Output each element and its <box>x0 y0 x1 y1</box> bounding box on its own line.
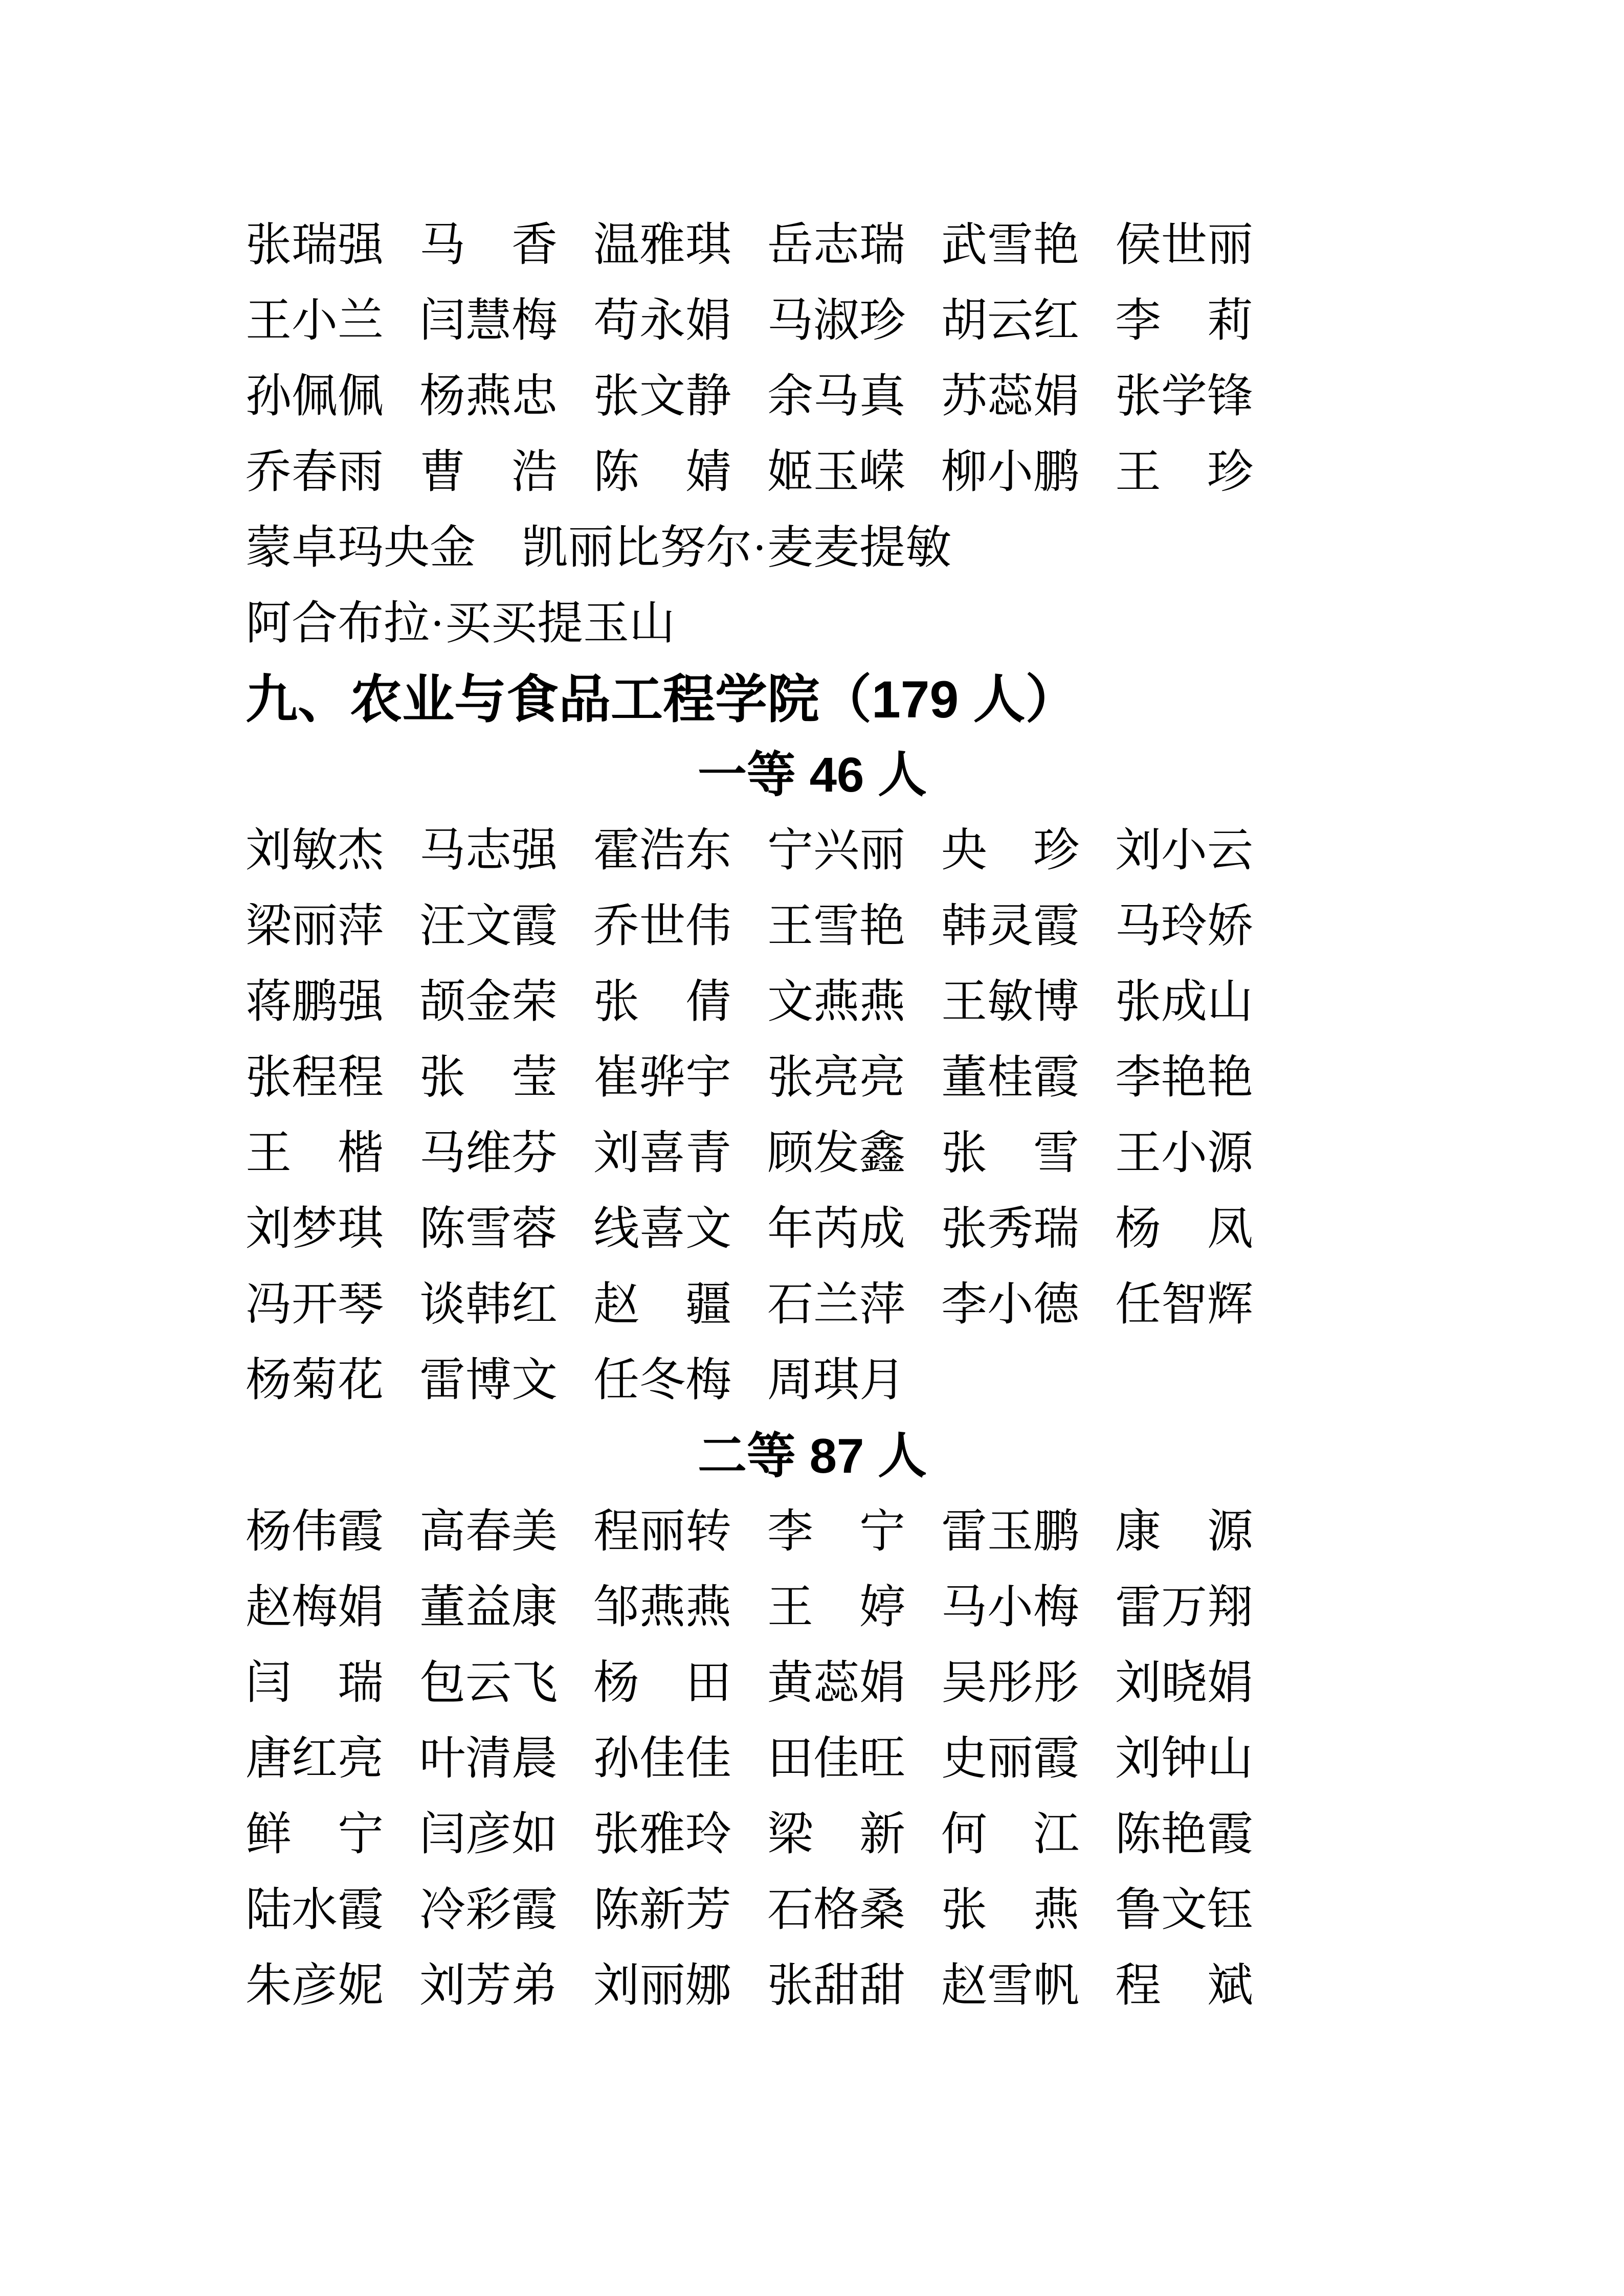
student-name: 张瑞强 <box>246 220 384 271</box>
name-row <box>246 1040 1379 1116</box>
student-name: 马淑珍 <box>767 296 905 346</box>
name-row <box>246 1948 1379 2024</box>
name-row <box>246 435 1379 510</box>
student-name: 程丽转 <box>593 1506 731 1557</box>
student-name: 央珍 <box>941 825 1079 876</box>
student-name: 吴彤彤 <box>941 1658 1079 1708</box>
student-name: 杨燕忠 <box>419 371 558 422</box>
student-name: 闫慧梅 <box>419 296 558 346</box>
student-name: 董益康 <box>419 1582 558 1633</box>
student-name: 黄蕊娟 <box>767 1658 905 1708</box>
student-name: 乔春雨 <box>246 447 384 498</box>
student-name: 阿合布拉·买买提玉山 <box>246 598 675 649</box>
student-name: 余马真 <box>767 371 905 422</box>
name-row <box>246 964 1379 1040</box>
name-row <box>246 1191 1379 1267</box>
student-name: 姬玉嵘 <box>767 447 905 498</box>
student-name: 雷玉鹏 <box>941 1506 1079 1557</box>
student-name: 顾发鑫 <box>767 1128 905 1179</box>
student-name: 雷博文 <box>419 1355 558 1406</box>
student-name: 乔世伟 <box>593 901 731 952</box>
name-row <box>246 1570 1379 1646</box>
name-row <box>246 1721 1379 1797</box>
student-name: 武雪艳 <box>941 220 1079 271</box>
name-row <box>246 889 1379 964</box>
name-row <box>246 1797 1379 1873</box>
student-name: 刘钟山 <box>1115 1734 1253 1784</box>
student-name: 孙佩佩 <box>246 371 384 422</box>
student-name: 刘小云 <box>1115 825 1253 876</box>
student-name: 王雪艳 <box>767 901 905 952</box>
student-name: 赵雪帆 <box>941 1961 1079 2011</box>
student-name: 董桂霞 <box>941 1052 1079 1103</box>
student-name: 刘丽娜 <box>593 1961 731 2011</box>
student-name: 王小源 <box>1115 1128 1253 1179</box>
student-name: 闫瑞 <box>246 1658 384 1708</box>
name-row <box>246 1267 1379 1343</box>
student-name: 刘梦琪 <box>246 1204 384 1254</box>
section-heading: 九、农业与食品工程学院（179 人） <box>246 670 1078 729</box>
student-name: 张文静 <box>593 371 731 422</box>
student-name: 马志强 <box>419 825 558 876</box>
student-name: 苏蕊娟 <box>941 371 1079 422</box>
student-name: 陈艳霞 <box>1115 1809 1253 1860</box>
student-name: 岳志瑞 <box>767 220 905 271</box>
student-name: 周琪月 <box>767 1355 905 1406</box>
student-name: 王楷 <box>246 1128 384 1179</box>
student-name: 李莉 <box>1115 296 1253 346</box>
student-name: 陆水霞 <box>246 1885 384 1935</box>
student-name: 何江 <box>941 1809 1079 1860</box>
student-name: 凯丽比努尔·麦麦提敏 <box>522 523 951 573</box>
student-name: 石格桑 <box>767 1885 905 1935</box>
student-name: 闫彦如 <box>419 1809 558 1860</box>
student-name: 张莹 <box>419 1052 558 1103</box>
student-name: 张雪 <box>941 1128 1079 1179</box>
student-name: 霍浩东 <box>593 825 731 876</box>
student-name: 陈雪蓉 <box>419 1204 558 1254</box>
student-name: 王小兰 <box>246 296 384 346</box>
student-name: 杨伟霞 <box>246 1506 384 1557</box>
student-name: 任智辉 <box>1115 1279 1253 1330</box>
student-name: 赵梅娟 <box>246 1582 384 1633</box>
student-name: 唐红亮 <box>246 1734 384 1784</box>
student-name: 张亮亮 <box>767 1052 905 1103</box>
name-row <box>246 510 1379 586</box>
student-name: 颉金荣 <box>419 977 558 1027</box>
student-name: 曹浩 <box>419 447 558 498</box>
student-name: 史丽霞 <box>941 1734 1079 1784</box>
student-name: 高春美 <box>419 1506 558 1557</box>
student-name: 柳小鹏 <box>941 447 1079 498</box>
student-name: 李小德 <box>941 1279 1079 1330</box>
student-name: 年芮成 <box>767 1204 905 1254</box>
name-row <box>246 208 1379 283</box>
student-name: 韩灵霞 <box>941 901 1079 952</box>
student-name: 张成山 <box>1115 977 1253 1027</box>
student-name: 谈韩红 <box>419 1279 558 1330</box>
student-name: 张程程 <box>246 1052 384 1103</box>
student-name: 包云飞 <box>419 1658 558 1708</box>
student-name: 张燕 <box>941 1885 1079 1935</box>
name-row <box>246 359 1379 435</box>
student-name: 汪文霞 <box>419 901 558 952</box>
student-name: 石兰萍 <box>767 1279 905 1330</box>
student-name: 梁丽萍 <box>246 901 384 952</box>
name-row <box>246 586 1379 662</box>
student-name: 蒋鹏强 <box>246 977 384 1027</box>
name-row <box>246 813 1379 889</box>
name-row <box>246 283 1379 359</box>
student-name: 苟永娟 <box>593 296 731 346</box>
student-name: 邹燕燕 <box>593 1582 731 1633</box>
student-name: 孙佳佳 <box>593 1734 731 1784</box>
student-name: 蒙卓玛央金 <box>246 523 476 573</box>
student-name: 侯世丽 <box>1115 220 1253 271</box>
student-name: 马香 <box>419 220 558 271</box>
student-name: 宁兴丽 <box>767 825 905 876</box>
student-name: 杨菊花 <box>246 1355 384 1406</box>
student-name: 陈婧 <box>593 447 731 498</box>
student-name: 程斌 <box>1115 1961 1253 2011</box>
student-name: 文燕燕 <box>767 977 905 1027</box>
student-name: 冷彩霞 <box>419 1885 558 1935</box>
name-row <box>246 1116 1379 1191</box>
award-name-list <box>246 208 1379 2024</box>
student-name: 杨田 <box>593 1658 731 1708</box>
student-name: 温雅琪 <box>593 220 731 271</box>
student-name: 梁新 <box>767 1809 905 1860</box>
student-name: 马小梅 <box>941 1582 1079 1633</box>
student-name: 任冬梅 <box>593 1355 731 1406</box>
student-name: 刘芳弟 <box>419 1961 558 2011</box>
student-name: 张甜甜 <box>767 1961 905 2011</box>
student-name: 雷万翔 <box>1115 1582 1253 1633</box>
student-name: 张秀瑞 <box>941 1204 1079 1254</box>
student-name: 鲜宁 <box>246 1809 384 1860</box>
student-name: 刘敏杰 <box>246 825 384 876</box>
student-name: 朱彦妮 <box>246 1961 384 2011</box>
student-name: 张倩 <box>593 977 731 1027</box>
student-name: 王敏博 <box>941 977 1079 1027</box>
student-name: 王珍 <box>1115 447 1253 498</box>
student-name: 李宁 <box>767 1506 905 1557</box>
student-name: 张雅玲 <box>593 1809 731 1860</box>
student-name: 胡云红 <box>941 296 1079 346</box>
student-name: 冯开琴 <box>246 1279 384 1330</box>
student-name: 鲁文钰 <box>1115 1885 1253 1935</box>
student-name: 马维芬 <box>419 1128 558 1179</box>
student-name: 康源 <box>1115 1506 1253 1557</box>
student-name: 刘晓娟 <box>1115 1658 1253 1708</box>
student-name: 张学锋 <box>1115 371 1253 422</box>
student-name: 赵疆 <box>593 1279 731 1330</box>
student-name: 王婷 <box>767 1582 905 1633</box>
student-name: 田佳旺 <box>767 1734 905 1784</box>
student-name: 陈新芳 <box>593 1885 731 1935</box>
student-name: 马玲娇 <box>1115 901 1253 952</box>
grade-subheading: 二等 87 人 <box>697 1429 927 1483</box>
name-row <box>246 1873 1379 1948</box>
student-name: 叶清晨 <box>419 1734 558 1784</box>
name-row <box>246 1494 1379 1570</box>
student-name: 线喜文 <box>593 1204 731 1254</box>
grade-subheading: 一等 46 人 <box>697 748 927 802</box>
name-row <box>246 1646 1379 1721</box>
student-name: 杨凤 <box>1115 1204 1253 1254</box>
student-name: 李艳艳 <box>1115 1052 1253 1103</box>
student-name: 崔骅宇 <box>593 1052 731 1103</box>
student-name: 刘喜青 <box>593 1128 731 1179</box>
name-row <box>246 1343 1379 1419</box>
